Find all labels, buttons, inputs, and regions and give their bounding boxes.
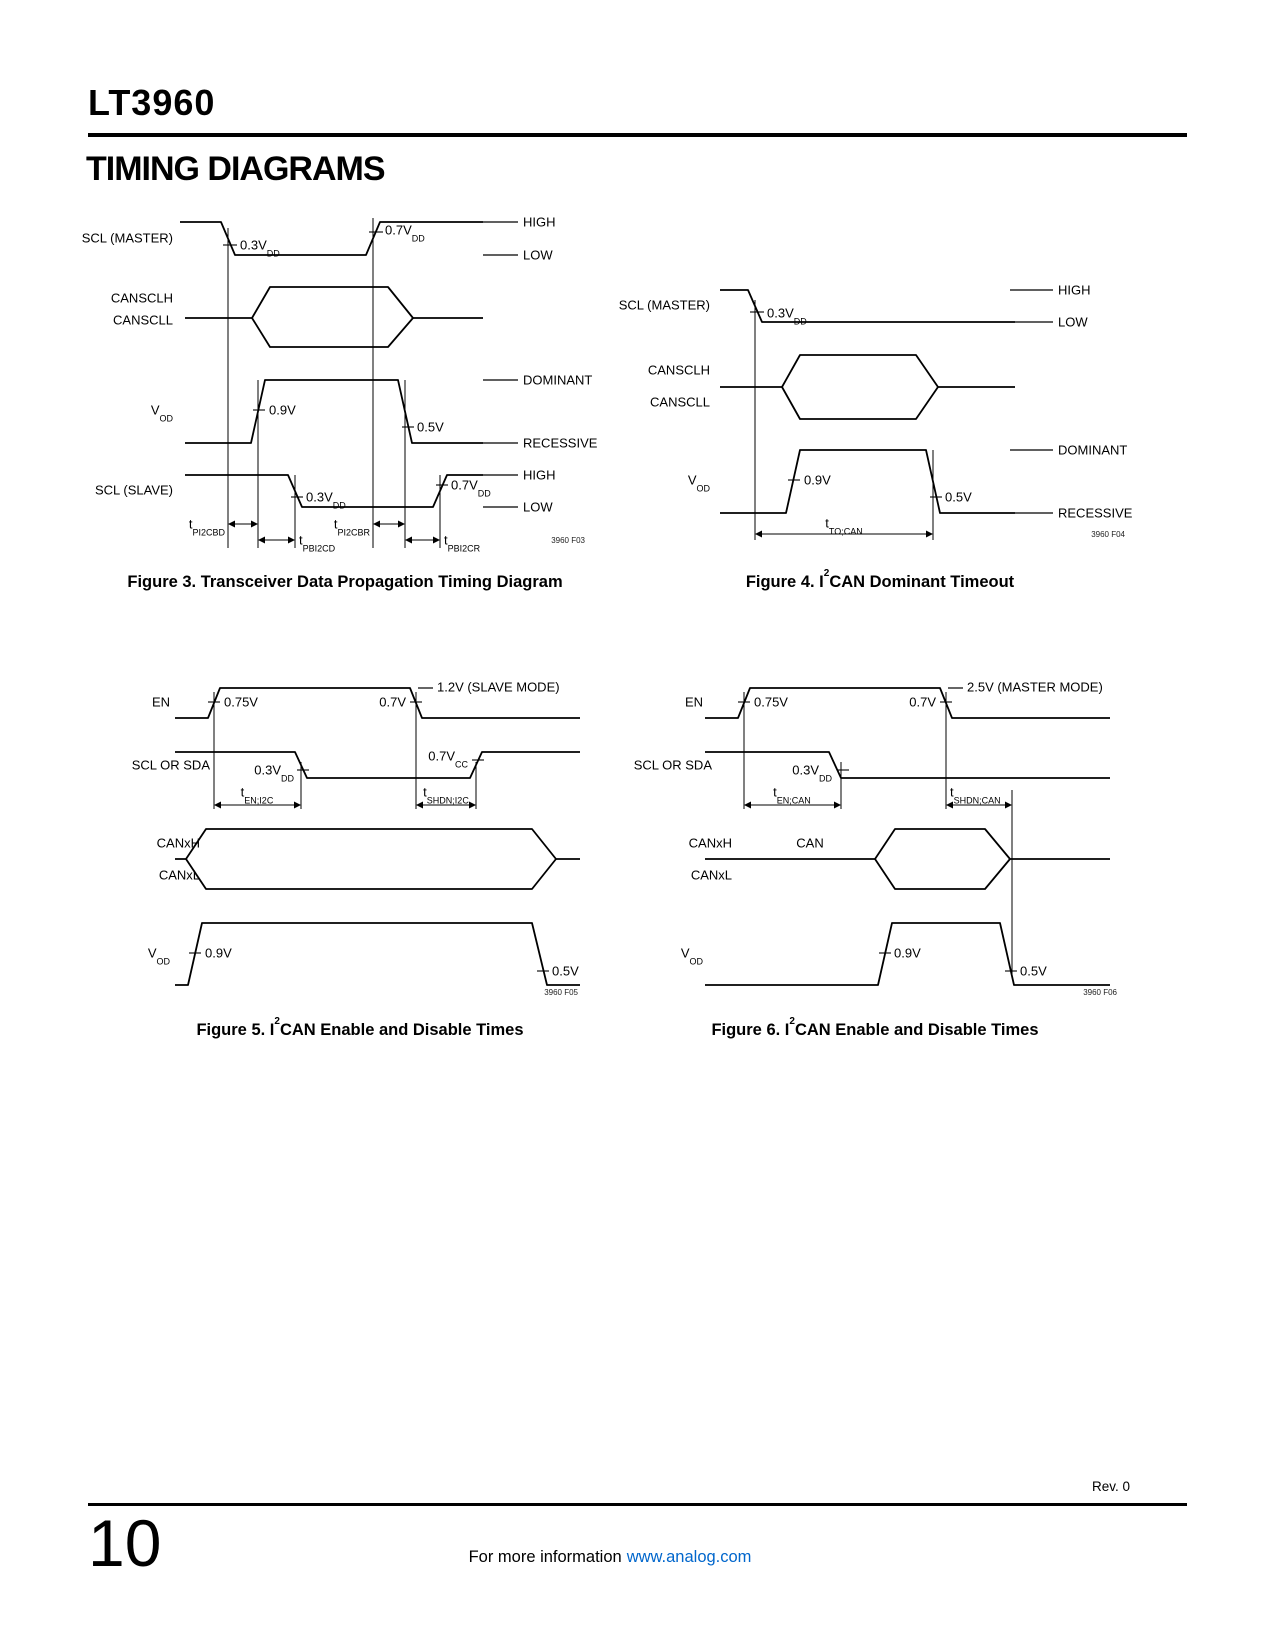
fig4-tto-can-label: $t_{TO;CAN}$ — [825, 515, 863, 537]
fig5-threshold-03vdd: $0.3V_{DD}$ — [254, 762, 294, 784]
fig5-threshold-07vcc: $0.7V_{CC}$ — [428, 748, 468, 770]
fig5-threshold-ticks — [189, 702, 549, 971]
fig5-canx-eye-top — [175, 829, 580, 859]
fig5-en-label: EN — [151, 694, 170, 710]
header-rule — [88, 133, 1187, 137]
part-number: LT3960 — [88, 82, 216, 123]
fig6-threshold-07v: 0.7V — [909, 694, 936, 710]
fig3-high-label-slave: HIGH — [523, 467, 556, 483]
figure-3 — [81, 208, 605, 558]
fig6-en-label: EN — [684, 694, 703, 710]
fig5-threshold-075v: 0.75V — [224, 694, 258, 710]
fig6-caption: Figure 6. $I^2CAN$ Enable and Disable Times — [711, 1015, 1039, 1039]
fig4-recessive-label: RECESSIVE — [1058, 505, 1133, 521]
fig4-dominant-label: DOMINANT — [1058, 442, 1128, 458]
fig4-threshold-03vdd: $0.3V_{DD}$ — [767, 305, 807, 327]
fig6-threshold-05v: 0.5V — [1020, 963, 1047, 979]
fig3-threshold-03vdd-master: $0.3V_{DD}$ — [240, 237, 280, 259]
fig5-canxh-label: CANxH — [156, 835, 200, 851]
fig3-tpi2cbd-label: $t_{PI2CBD}$ — [188, 516, 225, 538]
fig3-scl-slave-label: SCL (SLAVE) — [94, 482, 173, 498]
fig3-tpi2cbr-label: $t_{PI2CBR}$ — [333, 516, 370, 538]
fig5-canx-eye-bottom — [186, 859, 556, 889]
fig3-scl-master-label: SCL (MASTER) — [81, 230, 173, 246]
fig3-scl-master-trace — [180, 222, 483, 259]
fig3-threshold-07vdd-master: $0.7V_{DD}$ — [385, 222, 425, 244]
fig6-threshold-09v: 0.9V — [894, 945, 921, 961]
fig4-low-label: LOW — [1058, 314, 1088, 330]
fig3-threshold-07vdd-slave: $0.7V_{DD}$ — [451, 477, 491, 499]
fig6-vertical-timing-lines — [744, 692, 1012, 975]
fig3-threshold-05v: 0.5V — [417, 419, 444, 435]
fig6-tshdn-can-label: $t_{SHDN;CAN}$ — [950, 784, 1001, 806]
fig4-threshold-ticks — [750, 312, 942, 497]
fig3-low-label-master: LOW — [523, 247, 553, 263]
fig3-canscll-label: CANSCLL — [113, 312, 173, 328]
fig4-high-label: HIGH — [1058, 282, 1091, 298]
fig3-dominant-label: DOMINANT — [523, 372, 593, 388]
figure-5 — [120, 662, 600, 1012]
fig6-canx-eye-bottom — [875, 859, 1010, 889]
fig6-code: 3960 F06 — [1083, 988, 1117, 997]
fig4-code: 3960 F04 — [1091, 530, 1125, 539]
fig4-threshold-09v: 0.9V — [804, 472, 831, 488]
fig3-recessive-label: RECESSIVE — [523, 435, 598, 451]
fig3-canscl-eye-top — [185, 287, 483, 318]
fig6-threshold-075v: 0.75V — [754, 694, 788, 710]
fig3-threshold-09v: 0.9V — [269, 402, 296, 418]
fig6-scl-sda-trace — [705, 752, 1110, 784]
fig4-level-reference-lines — [1010, 290, 1053, 513]
fig6-canx-eye-top — [705, 829, 1110, 859]
fig4-canscl-eye-bottom — [782, 387, 938, 419]
fig5-vod-trace — [175, 923, 580, 985]
fig4-canscll-label: CANSCLL — [650, 394, 710, 410]
fig5-threshold-07v: 0.7V — [379, 694, 406, 710]
fig3-threshold-ticks — [223, 232, 448, 497]
fig4-scl-master-label: SCL (MASTER) — [618, 297, 710, 313]
section-title: TIMING DIAGRAMS — [86, 150, 385, 188]
fig5-vod-label: $V_{OD}$ — [147, 945, 170, 967]
fig3-vod-label: $V_{OD}$ — [150, 402, 173, 424]
fig6-traces — [705, 688, 1110, 985]
fig3-caption: Figure 3. Transceiver Data Propagation Timing Diagram — [127, 573, 563, 591]
fig4-canscl-eye-top — [720, 355, 1015, 387]
fig3-traces — [180, 222, 483, 511]
fig6-scl-or-sda-label: SCL OR SDA — [633, 757, 712, 773]
fig4-vertical-timing-lines — [755, 300, 933, 540]
fig5-scl-or-sda-label: SCL OR SDA — [131, 757, 210, 773]
fig4-scl-master-trace — [720, 290, 1015, 327]
fig5-caption: Figure 5. $I^2CAN$ Enable and Disable Times — [196, 1015, 524, 1039]
footer-text: For more information — [468, 1548, 622, 1566]
fig4-traces — [720, 290, 1015, 513]
fig6-canxl-label: CANxL — [690, 867, 732, 883]
revision-label: Rev. 0 — [1091, 1479, 1130, 1494]
fig6-threshold-03vdd: $0.3V_{DD}$ — [792, 762, 832, 784]
analog-link[interactable]: www.analog.com — [626, 1548, 752, 1566]
fig3-cansclh-label: CANSCLH — [110, 290, 173, 306]
page-number: 10 — [88, 1506, 162, 1580]
fig3-tpbi2cd-label: $t_{PBI2CD}$ — [299, 532, 336, 554]
fig4-vod-label: $V_{OD}$ — [687, 472, 710, 494]
figure-6 — [630, 662, 1120, 1012]
footer-info — [0, 1548, 1220, 1567]
fig6-threshold-ticks — [738, 702, 1017, 971]
fig4-caption: Figure 4. $I^2CAN$ Dominant Timeout — [745, 567, 1015, 591]
fig3-level-reference-lines — [483, 222, 518, 507]
fig6-ten-can-label: $t_{EN;CAN}$ — [773, 784, 811, 806]
fig4-threshold-05v: 0.5V — [945, 489, 972, 505]
fig5-scl-sda-trace — [175, 748, 580, 784]
fig5-slave-mode-label: 1.2V (SLAVE MODE) — [437, 679, 560, 695]
fig6-vod-label: $V_{OD}$ — [680, 945, 703, 967]
fig5-tshdn-i2c-label: $t_{SHDN;I2C}$ — [423, 784, 469, 806]
fig4-cansclh-label: CANSCLH — [647, 362, 710, 378]
fig3-threshold-03vdd-slave: $0.3V_{DD}$ — [306, 489, 346, 511]
fig5-ten-i2c-label: $t_{EN;I2C}$ — [240, 784, 274, 806]
fig5-canxl-label: CANxL — [158, 867, 200, 883]
fig6-master-mode-label: 2.5V (MASTER MODE) — [967, 679, 1103, 695]
footer-rule — [88, 1503, 1187, 1506]
fig6-canxh-label: CANxH — [688, 835, 732, 851]
fig3-canscl-eye-bottom — [252, 318, 413, 347]
fig5-threshold-09v: 0.9V — [205, 945, 232, 961]
fig5-traces — [175, 688, 580, 985]
figure-4 — [620, 272, 1140, 572]
fig3-tpbi2cr-label: $t_{PBI2CR}$ — [444, 532, 481, 554]
fig3-high-label-master: HIGH — [523, 214, 556, 230]
fig3-low-label-slave: LOW — [523, 499, 553, 515]
fig6-can-label: CAN — [796, 835, 824, 851]
fig3-code: 3960 F03 — [551, 536, 585, 545]
fig5-code: 3960 F05 — [544, 988, 578, 997]
fig5-threshold-05v: 0.5V — [552, 963, 579, 979]
